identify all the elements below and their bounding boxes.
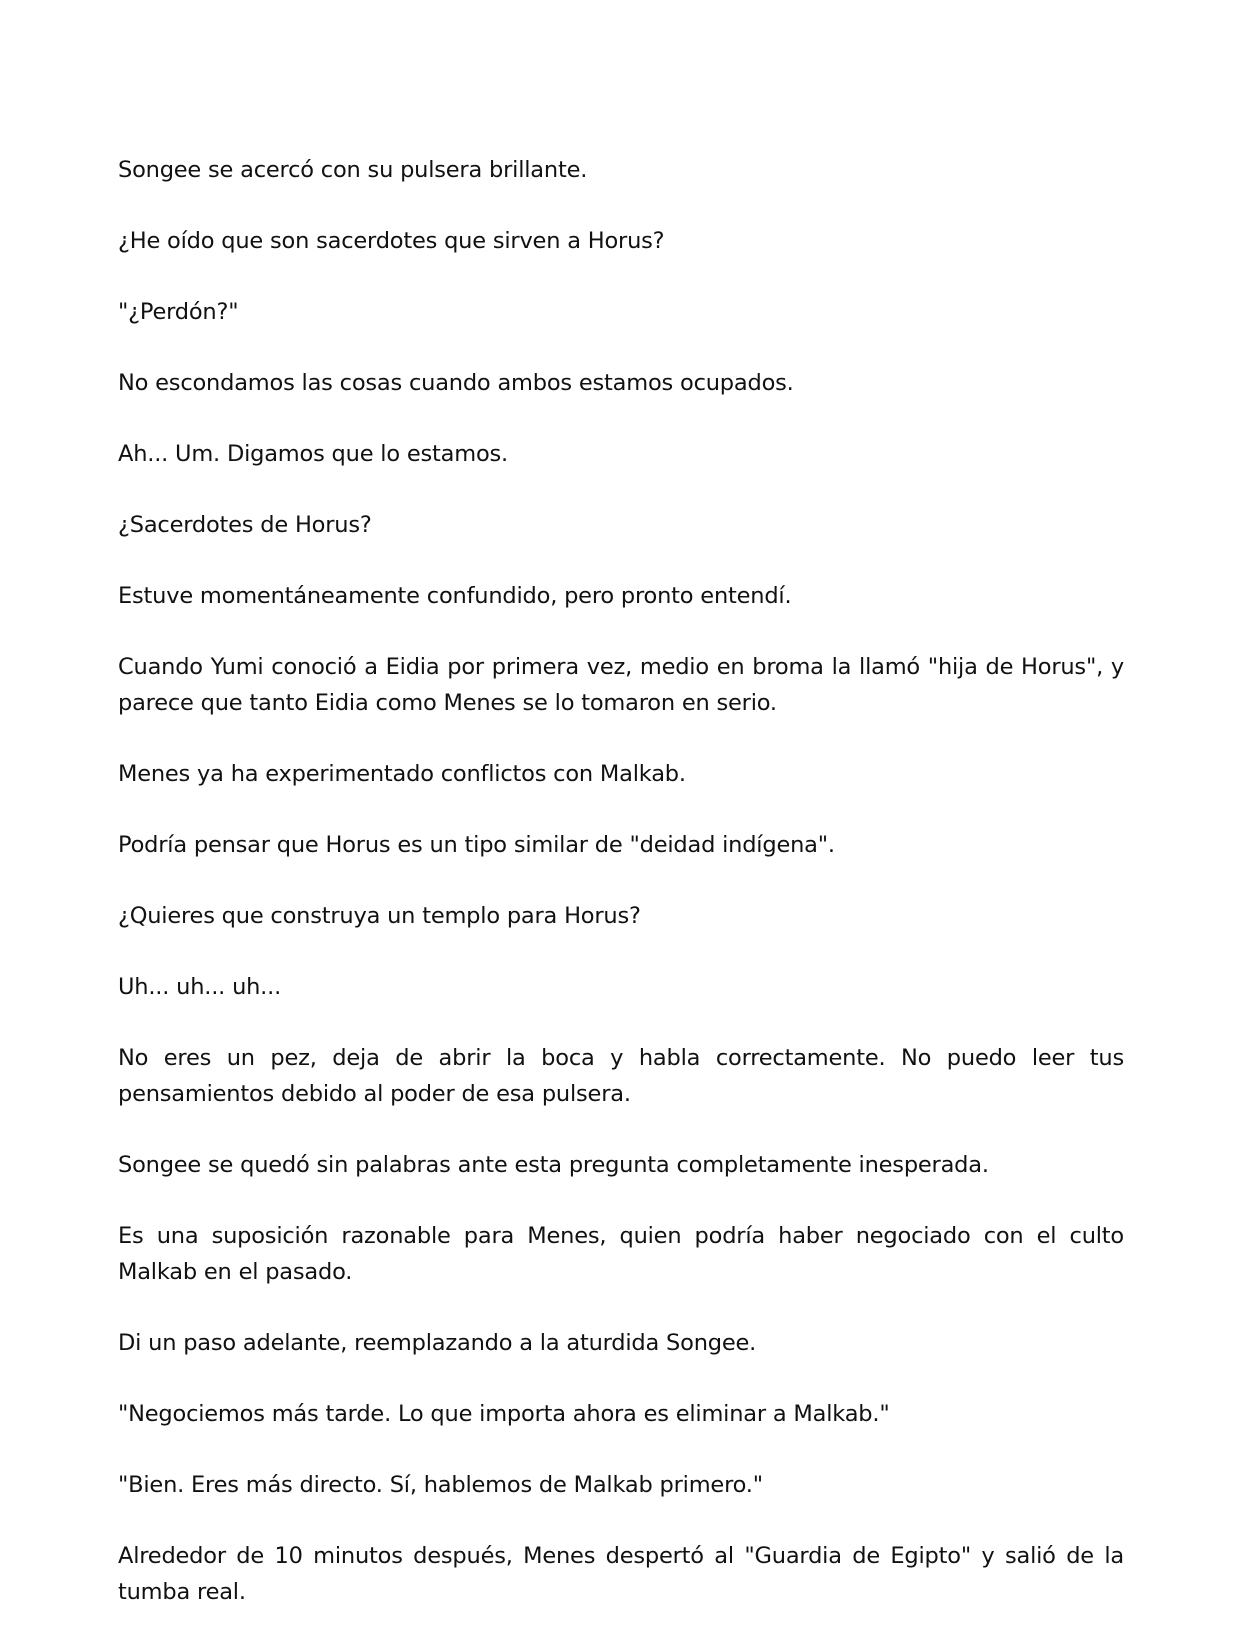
paragraph: Podría pensar que Horus es un tipo similar de "deidad indígena". [118,832,835,858]
paragraph: No eres un pez, deja de abrir la boca y habla correctamente. No puedo leer tus pensamientos debido al poder de esa pulsera. [118,1045,1124,1107]
paragraph: Songee se acercó con su pulsera brillante. [118,157,588,183]
paragraph: Songee se quedó sin palabras ante esta pregunta completamente inesperada. [118,1152,989,1178]
paragraph: Cuando Yumi conoció a Eidia por primera vez, medio en broma la llamó "hija de Horus", y parece que tanto Eidia como Menes se lo tomaron en serio. [118,654,1124,716]
paragraph: ¿He oído que son sacerdotes que sirven a Horus? [118,228,665,254]
paragraph: Es una suposición razonable para Menes, quien podría haber negociado con el culto Malkab en el pasado. [118,1223,1124,1285]
paragraph: Di un paso adelante, reemplazando a la aturdida Songee. [118,1330,757,1356]
paragraph: Menes ya ha experimentado conflictos con Malkab. [118,761,686,787]
paragraph: Alrededor de 10 minutos después, Menes despertó al "Guardia de Egipto" y salió de la tumba real. [118,1543,1124,1605]
paragraph: "¿Perdón?" [118,299,239,325]
document-body [118,152,1124,1645]
paragraph: Estuve momentáneamente confundido, pero pronto entendí. [118,583,792,609]
paragraph: No escondamos las cosas cuando ambos estamos ocupados. [118,370,794,396]
paragraph: Ah... Um. Digamos que lo estamos. [118,441,508,467]
paragraph: "Bien. Eres más directo. Sí, hablemos de Malkab primero." [118,1472,763,1498]
paragraph: ¿Sacerdotes de Horus? [118,512,372,538]
paragraph: "Negociemos más tarde. Lo que importa ahora es eliminar a Malkab." [118,1401,890,1427]
paragraph: ¿Quieres que construya un templo para Horus? [118,903,641,929]
paragraph: Uh... uh... uh... [118,974,282,1000]
